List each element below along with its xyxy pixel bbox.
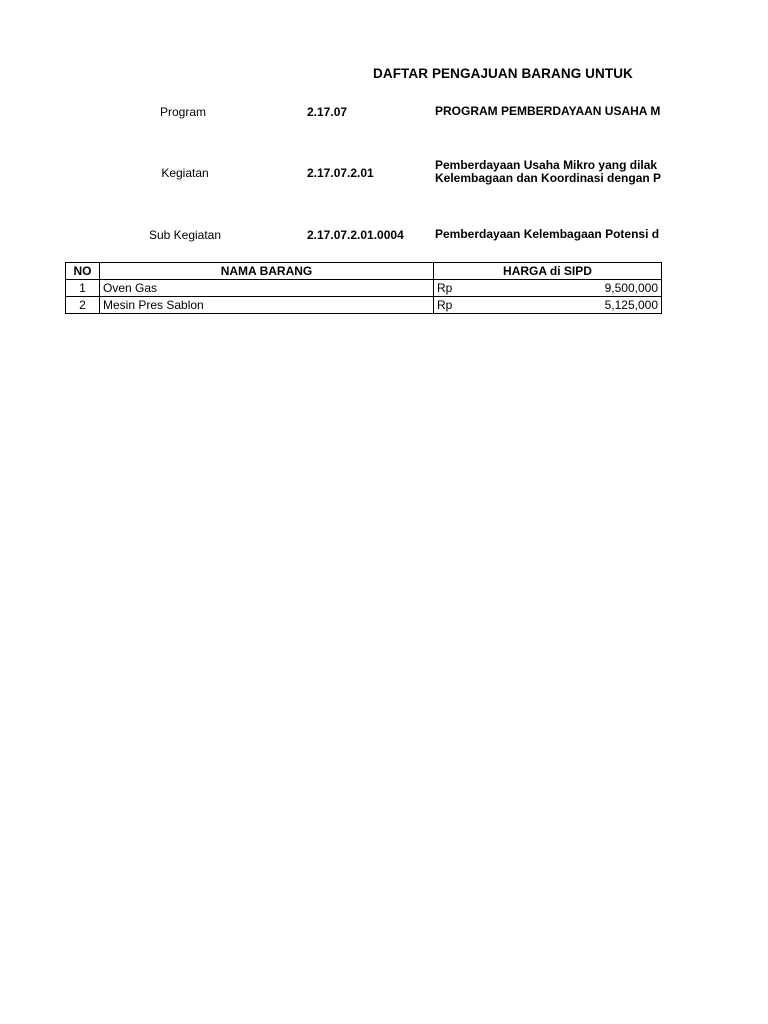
table-row xyxy=(66,280,662,297)
row-price xyxy=(434,280,662,297)
row-amount: 9,500,000 xyxy=(604,281,658,295)
kegiatan-label: Kegiatan xyxy=(161,166,209,180)
sub-kegiatan-code: 2.17.07.2.01.0004 xyxy=(307,228,404,242)
row-price xyxy=(434,297,662,314)
header-price: HARGA di SIPD xyxy=(434,263,662,280)
sub-kegiatan-description xyxy=(435,228,661,241)
program-label: Program xyxy=(159,105,206,119)
header-name: NAMA BARANG xyxy=(100,263,434,280)
document-title: DAFTAR PENGAJUAN BARANG UNTUK xyxy=(373,66,633,81)
program-description-line: PROGRAM PEMBERDAYAAN USAHA M xyxy=(435,105,661,118)
sub-kegiatan-description-line: Pemberdayaan Kelembagaan Potensi d xyxy=(435,228,660,241)
items-table xyxy=(65,262,662,314)
row-no: 2 xyxy=(66,297,100,314)
row-currency: Rp xyxy=(437,281,453,295)
sub-kegiatan-label: Sub Kegiatan xyxy=(148,228,222,242)
header-no: NO xyxy=(66,263,100,280)
kegiatan-description-line-1: Pemberdayaan Usaha Mikro yang dilak xyxy=(435,159,658,172)
row-name: Oven Gas xyxy=(100,280,434,297)
program-description xyxy=(435,105,661,118)
program-code: 2.17.07 xyxy=(307,105,348,119)
row-name: Mesin Pres Sablon xyxy=(100,297,434,314)
row-amount: 5,125,000 xyxy=(604,298,658,312)
kegiatan-description-line-2: Kelembagaan dan Koordinasi dengan P xyxy=(435,171,661,185)
kegiatan-code: 2.17.07.2.01 xyxy=(307,166,374,180)
table-row xyxy=(66,297,662,314)
row-no: 1 xyxy=(66,280,100,297)
row-currency: Rp xyxy=(437,298,453,312)
table-header-row xyxy=(66,263,662,280)
kegiatan-description xyxy=(435,159,661,185)
